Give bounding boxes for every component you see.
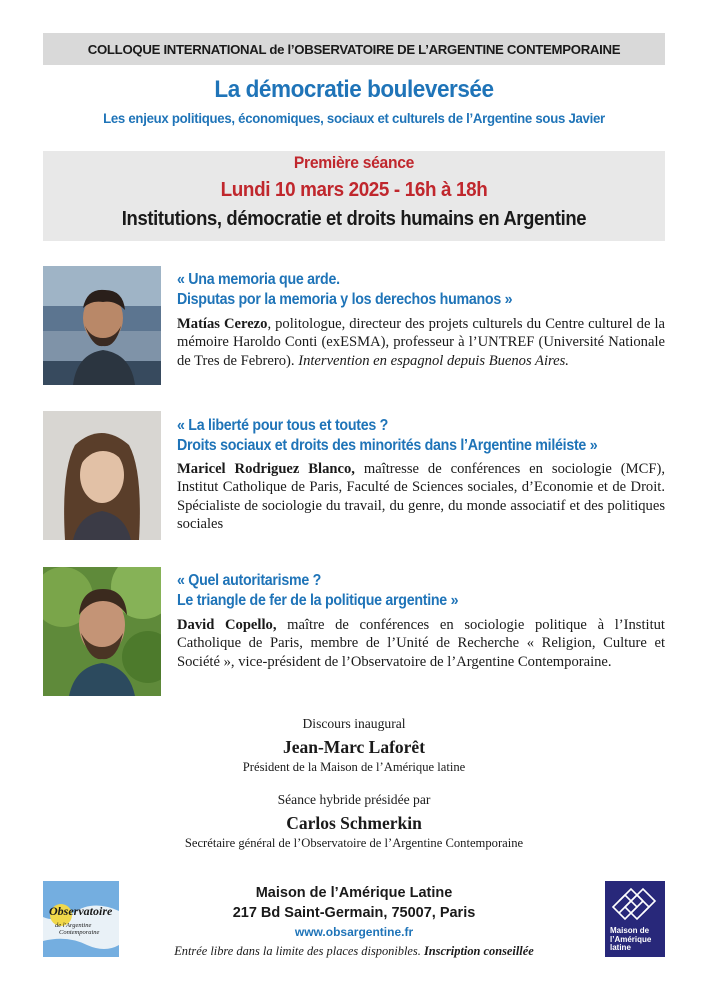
entry-note bbox=[0, 944, 708, 959]
speaker-bio-copello: maître de conférences en sociologie politique à l’Institut Catholique de Paris, membre de l’Unité de Recherche « Religion, Culture et Société », vice-président de l’Observatoire de l’Argentine Contemporaine. bbox=[177, 617, 665, 670]
talk-title-3 bbox=[177, 571, 633, 611]
talk-title-3-line-1: « Quel autoritarisme ? bbox=[177, 572, 322, 589]
registration-advice: Inscription conseillée bbox=[423, 944, 534, 958]
colloque-banner bbox=[43, 33, 665, 65]
venue-address: 217 Bd Saint-Germain, 75007, Paris bbox=[232, 905, 476, 921]
speaker-bio-cerezo: , politologue, directeur des projets culturels du Centre culturel de la mémoire Haroldo Conti (exESMA), professeur à l’UNTREF (Université Nationale de Tres de Febrero). bbox=[177, 316, 666, 369]
talk-bio-2 bbox=[177, 460, 665, 534]
chair-role: Secrétaire général de l’Observatoire de l’Argentine Contemporaine bbox=[184, 836, 524, 850]
speaker-photo-rodriguez-blanco bbox=[43, 411, 161, 540]
speaker-photo-copello bbox=[43, 567, 161, 696]
colloque-banner-text: COLLOQUE INTERNATIONAL de l’OBSERVATOIRE DE L’ARGENTINE CONTEMPORAINE bbox=[87, 41, 621, 57]
speaker-name-cerezo: Matías Cerezo bbox=[177, 316, 268, 332]
svg-text:de l'Argentine: de l'Argentine bbox=[55, 922, 92, 929]
talk-title-1-line-1: « Una memoria que arde. bbox=[177, 271, 340, 288]
talk-bio-3 bbox=[177, 616, 665, 671]
talk-title-1-line-2: Disputas por la memoria y los derechos humanos » bbox=[177, 291, 513, 308]
maison-logo-line-2: l’Amérique bbox=[610, 934, 652, 944]
chair-label: Séance hybride présidée par bbox=[277, 792, 431, 807]
speaker-bio-rodriguez-blanco: maîtresse de conférences en sociologie (MCF), Institut Catholique de Paris, Faculté de Sciences sociales, d’Economie et de Droit. Spécialiste de sociologie du travail, du genre, du monde associatif et des politiques sociales bbox=[177, 461, 665, 533]
svg-text:Observatoire: Observatoire bbox=[49, 904, 113, 918]
session-theme: Institutions, démocratie et droits humains en Argentine bbox=[121, 207, 587, 230]
speaker-photo-cerezo bbox=[43, 266, 161, 385]
session-label: Première séance bbox=[293, 153, 415, 172]
session-date: Lundi 10 mars 2025 - 16h à 18h bbox=[220, 178, 488, 201]
svg-text:Contemporaine: Contemporaine bbox=[59, 929, 100, 936]
speaker-note-cerezo: Intervention en espagnol depuis Buenos Aires. bbox=[298, 352, 569, 369]
website-link[interactable]: www.obsargentine.fr bbox=[294, 925, 414, 939]
speaker-name-rodriguez-blanco: Maricel Rodriguez Blanco, bbox=[177, 461, 355, 477]
talk-title-2-line-2: Droits sociaux et droits des minorités dans l’Argentine miléiste » bbox=[177, 437, 598, 454]
opening-name: Jean-Marc Laforêt bbox=[282, 737, 426, 757]
chair-name: Carlos Schmerkin bbox=[286, 813, 422, 833]
talk-title-1 bbox=[177, 270, 633, 310]
venue-name: Maison de l’Amérique Latine bbox=[255, 885, 453, 901]
talk-title-2 bbox=[177, 416, 633, 456]
speaker-name-copello: David Copello, bbox=[177, 617, 277, 633]
maison-logo-line-1: Maison de bbox=[610, 926, 650, 935]
event-subtitle: Les enjeux politiques, économiques, sociaux et culturels de l’Argentine sous Javier bbox=[103, 111, 605, 127]
maison-logo-line-3: latine bbox=[610, 943, 631, 953]
talk-bio-1 bbox=[177, 315, 665, 370]
talk-title-3-line-2: Le triangle de fer de la politique argentine » bbox=[177, 592, 459, 609]
opening-label: Discours inaugural bbox=[302, 716, 406, 731]
event-title: La démocratie bouleversée bbox=[214, 76, 494, 103]
opening-role: Président de la Maison de l’Amérique latine bbox=[242, 760, 466, 774]
talk-title-2-line-1: « La liberté pour tous et toutes ? bbox=[177, 417, 389, 434]
entry-note-text: Entrée libre dans la limite des places disponibles. bbox=[174, 944, 424, 958]
